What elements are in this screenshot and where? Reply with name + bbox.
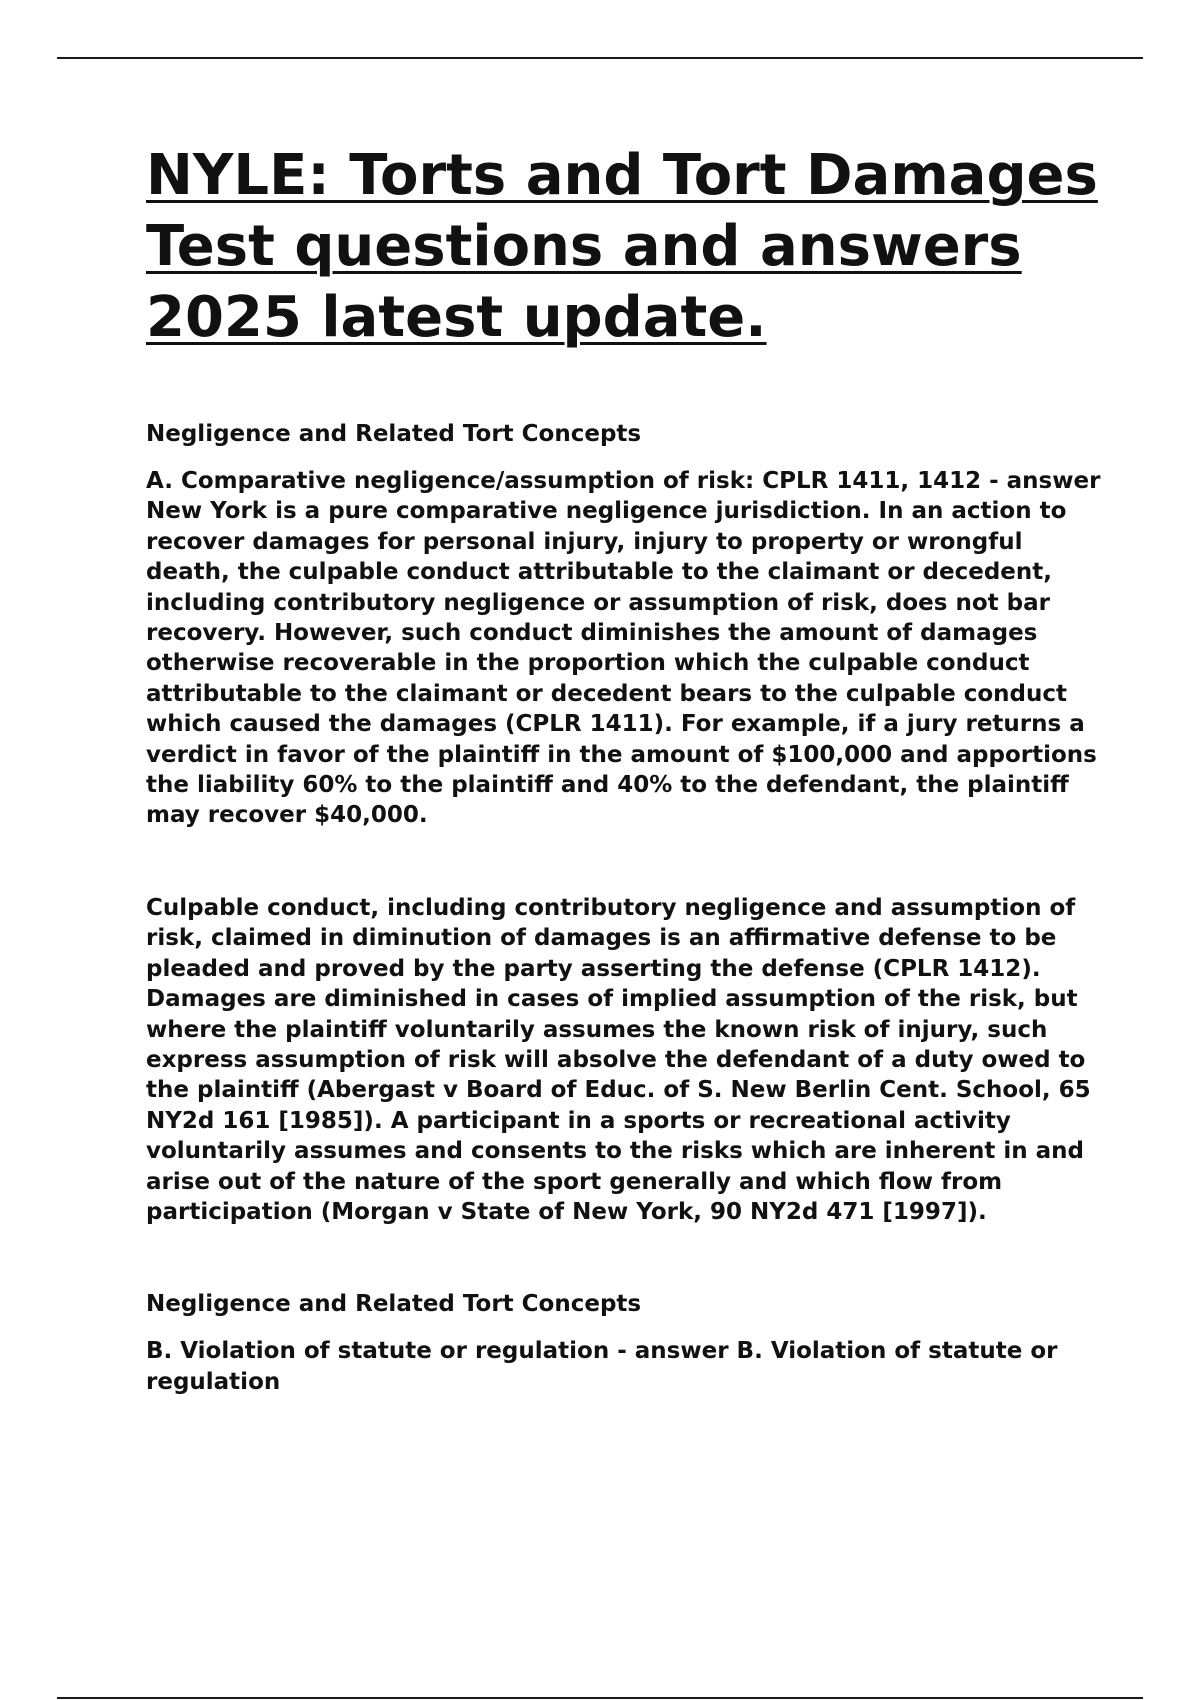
- section-b: [146, 1289, 1106, 1397]
- footer-rule: [57, 1697, 1143, 1699]
- section-heading: Negligence and Related Tort Concepts: [146, 421, 642, 447]
- paragraph-culpable-conduct: Culpable conduct, including contributory negligence and assumption of risk, claimed in diminution of damages is an affirmative defense to be pleaded and proved by the party asserting the defense (CPLR 1412). Damages are diminished in cases of implied assumption of the risk, but where the plaintiff voluntarily assumes the known risk of injury, such express assumption of risk will absolve the defendant of a duty owed to the plaintiff (Abergast v Board of Educ. of S. New Berlin Cent. School, 65 NY2d 161 [1985]). A participant in a sports or recreational activity voluntarily assumes and consents to the risks which are inherent in and arise out of the nature of the sport generally and which flow from participation (Morgan v State of New York, 90 NY2d 471 [1997]).: [146, 894, 1091, 1225]
- document-body: [146, 140, 1106, 1397]
- paragraph-violation-of-statute: B. Violation of statute or regulation - answer B. Violation of statute or regulation: [146, 1338, 1058, 1395]
- document-title: NYLE: Torts and Tort Damages Test questions and answers 2025 latest update.: [146, 143, 1098, 350]
- paragraph-comparative-negligence: A. Comparative negligence/assumption of risk: CPLR 1411, 1412 - answer New York is a pure comparative negligence jurisdiction. In an action to recover damages for personal injury, injury to property or wrongful death, the culpable conduct attributable to the claimant or decedent, including contributory negligence or assumption of risk, does not bar recovery. However, such conduct diminishes the amount of damages otherwise recoverable in the proportion which the culpable conduct attributable to the claimant or decedent bears to the culpable conduct which caused the damages (CPLR 1411). For example, if a jury returns a verdict in favor of the plaintiff in the amount of $100,000 and apportions the liability 60% to the plaintiff and 40% to the defendant, the plaintiff may recover $40,000.: [146, 468, 1101, 829]
- header-rule: [57, 57, 1143, 59]
- section-a: [146, 419, 1106, 1227]
- section-heading: Negligence and Related Tort Concepts: [146, 1291, 642, 1318]
